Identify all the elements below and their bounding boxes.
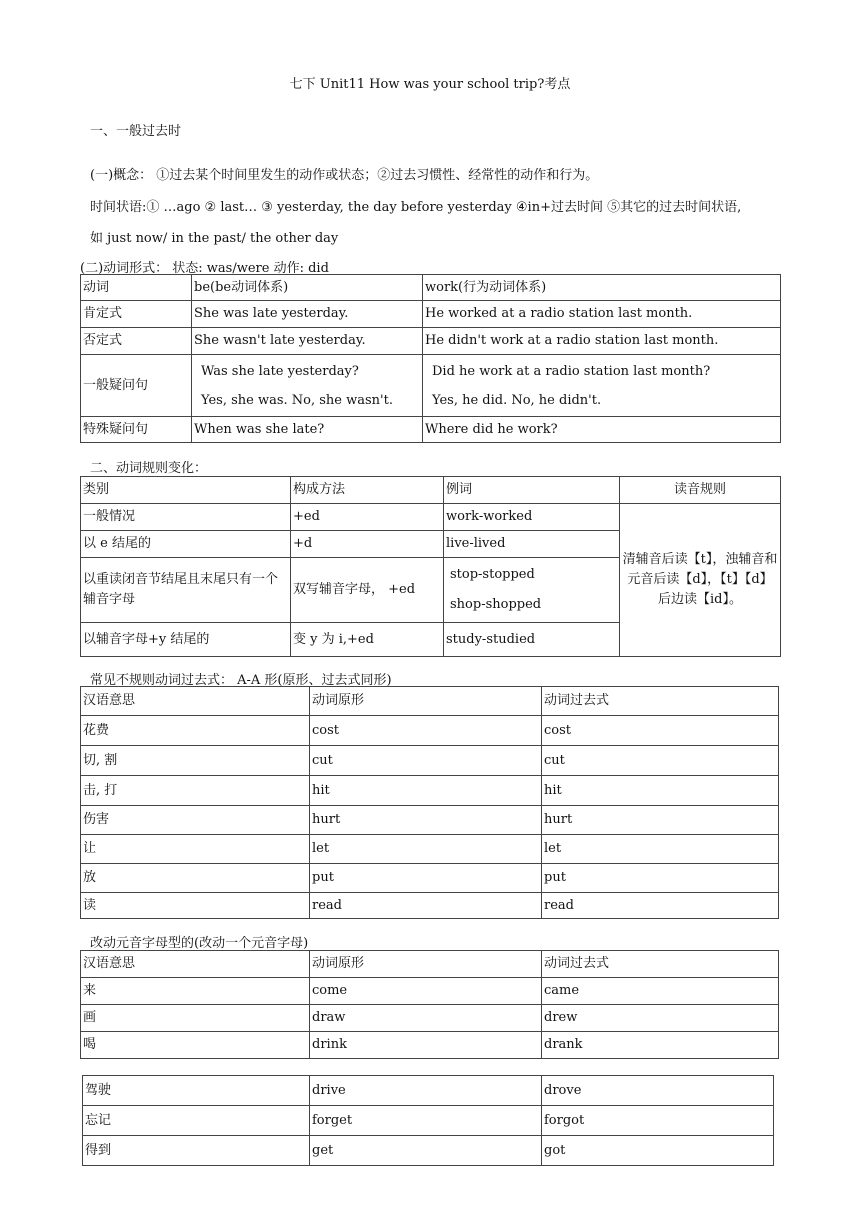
table-cell: 特殊疑问句 [81, 417, 192, 443]
table-cell: 以重读闭音节结尾且末尾只有一个辅音字母 [81, 558, 291, 623]
section-heading: 改动元音字母型的(改动一个元音字母) [90, 936, 309, 951]
table-cell: 忘记 [83, 1106, 310, 1136]
pronunciation-rule-cell: 清辅音后读【t】，浊辅音和元音后读【d】，【t】【d】后边读【id】。 [620, 504, 781, 657]
table-cell: He didn't work at a radio station last month. [423, 328, 781, 355]
table-row [81, 893, 779, 919]
verb-form-heading: (二)动词形式： 状态: was/were 动作: did [80, 261, 329, 276]
table-cell: let [310, 835, 542, 864]
table-cell: 汉语意思 [81, 687, 310, 716]
table-row [81, 328, 781, 355]
table-cell: get [310, 1136, 542, 1166]
table-cell: 来 [81, 978, 310, 1005]
table-cell: He worked at a radio station last month. [423, 301, 781, 328]
table-cell: 肯定式 [81, 301, 192, 328]
table-cell: 否定式 [81, 328, 192, 355]
table-cell: hurt [542, 806, 779, 835]
table-cell [444, 558, 620, 623]
section-heading: 常见不规则动词过去式： A-A 形(原形、过去式同形) [90, 673, 392, 688]
table-cell: 构成方法 [291, 477, 444, 504]
irregular-vowel-table-continued [82, 1075, 774, 1166]
table-cell: got [542, 1136, 774, 1166]
table-cell: 一般疑问句 [81, 355, 192, 417]
table-cell: 伤害 [81, 806, 310, 835]
table-cell: hit [310, 776, 542, 806]
table-cell: 读 [81, 893, 310, 919]
table-cell: come [310, 978, 542, 1005]
section-heading: 一、一般过去时 [90, 124, 182, 139]
table-row [81, 864, 779, 893]
table-cell: 动词原形 [310, 687, 542, 716]
table-cell: read [542, 893, 779, 919]
cell-line: Was she late yesterday? [201, 363, 359, 379]
table-cell: She was late yesterday. [192, 301, 423, 328]
table-header-row [81, 951, 779, 978]
irregular-aa-table [80, 686, 779, 919]
table-cell: 切, 割 [81, 746, 310, 776]
regular-verb-table [80, 476, 781, 657]
table-row [81, 806, 779, 835]
table-cell: When was she late? [192, 417, 423, 443]
table-cell [192, 355, 423, 417]
table-cell: 放 [81, 864, 310, 893]
table-cell: cut [310, 746, 542, 776]
table-cell: +ed [291, 504, 444, 531]
verb-form-table [80, 274, 781, 443]
table-cell: drive [310, 1076, 542, 1106]
table-row [83, 1106, 774, 1136]
table-row [81, 417, 781, 443]
table-cell: work(行为动词体系) [423, 275, 781, 301]
table-cell: 以 e 结尾的 [81, 531, 291, 558]
table-cell: drank [542, 1032, 779, 1059]
table-cell: live-lived [444, 531, 620, 558]
table-cell: cut [542, 746, 779, 776]
table-row [81, 1005, 779, 1032]
table-cell: 动词 [81, 275, 192, 301]
table-header-row [81, 275, 781, 301]
table-header-row [81, 687, 779, 716]
table-row [81, 776, 779, 806]
table-cell: 驾驶 [83, 1076, 310, 1106]
table-row [83, 1076, 774, 1106]
table-cell: 汉语意思 [81, 951, 310, 978]
table-cell: 得到 [83, 1136, 310, 1166]
table-cell: let [542, 835, 779, 864]
concept-text: (一)概念： ①过去某个时间里发生的动作或状态；②过去习惯性、经常性的动作和行为。 [90, 168, 599, 183]
table-row [81, 355, 781, 417]
table-cell: She wasn't late yesterday. [192, 328, 423, 355]
table-cell: cost [310, 716, 542, 746]
table-cell: be(be动词体系) [192, 275, 423, 301]
time-adverbials-line: 时间状语:① …ago ② last… ③ yesterday, the day before yesterday ④in+过去时间 ⑤其它的过去时间状语, [90, 200, 742, 215]
page-title: 七下 Unit11 How was your school trip?考点 [289, 77, 571, 92]
cell-line: stop-stopped [450, 567, 535, 582]
table-cell [423, 355, 781, 417]
table-cell: 花费 [81, 716, 310, 746]
table-cell: 画 [81, 1005, 310, 1032]
table-cell: read [310, 893, 542, 919]
table-cell: hit [542, 776, 779, 806]
table-row [81, 716, 779, 746]
table-row [83, 1136, 774, 1166]
irregular-vowel-table [80, 950, 779, 1059]
table-cell: +d [291, 531, 444, 558]
table-cell: draw [310, 1005, 542, 1032]
table-cell: forget [310, 1106, 542, 1136]
table-row [81, 301, 781, 328]
table-cell: 动词过去式 [542, 951, 779, 978]
cell-line: Yes, he did. No, he didn't. [432, 392, 602, 408]
section-heading: 二、动词规则变化： [90, 461, 208, 476]
table-cell: put [542, 864, 779, 893]
table-cell: 喝 [81, 1032, 310, 1059]
table-cell: 类别 [81, 477, 291, 504]
table-cell: 以辅音字母+y 结尾的 [81, 623, 291, 657]
table-row [81, 746, 779, 776]
table-cell: put [310, 864, 542, 893]
table-cell: forgot [542, 1106, 774, 1136]
table-row [81, 504, 781, 531]
table-cell: 读音规则 [620, 477, 781, 504]
table-row [81, 835, 779, 864]
table-cell: drove [542, 1076, 774, 1106]
table-cell: 双写辅音字母， +ed [291, 558, 444, 623]
table-cell: 动词过去式 [542, 687, 779, 716]
cell-line: Yes, she was. No, she wasn't. [201, 392, 393, 408]
table-cell: 一般情况 [81, 504, 291, 531]
table-cell: 变 y 为 i,+ed [291, 623, 444, 657]
table-header-row [81, 477, 781, 504]
time-adverbials-line: 如 just now/ in the past/ the other day [90, 231, 339, 246]
table-cell: 动词原形 [310, 951, 542, 978]
table-cell: 让 [81, 835, 310, 864]
table-cell: hurt [310, 806, 542, 835]
table-cell: study-studied [444, 623, 620, 657]
table-cell: 击, 打 [81, 776, 310, 806]
table-cell: work-worked [444, 504, 620, 531]
table-cell: drew [542, 1005, 779, 1032]
table-cell: Where did he work? [423, 417, 781, 443]
cell-line: Did he work at a radio station last month? [432, 363, 711, 379]
table-row [81, 978, 779, 1005]
table-cell: came [542, 978, 779, 1005]
table-row [81, 1032, 779, 1059]
table-cell: drink [310, 1032, 542, 1059]
table-cell: cost [542, 716, 779, 746]
cell-line: shop-shopped [450, 597, 542, 612]
table-cell: 例词 [444, 477, 620, 504]
